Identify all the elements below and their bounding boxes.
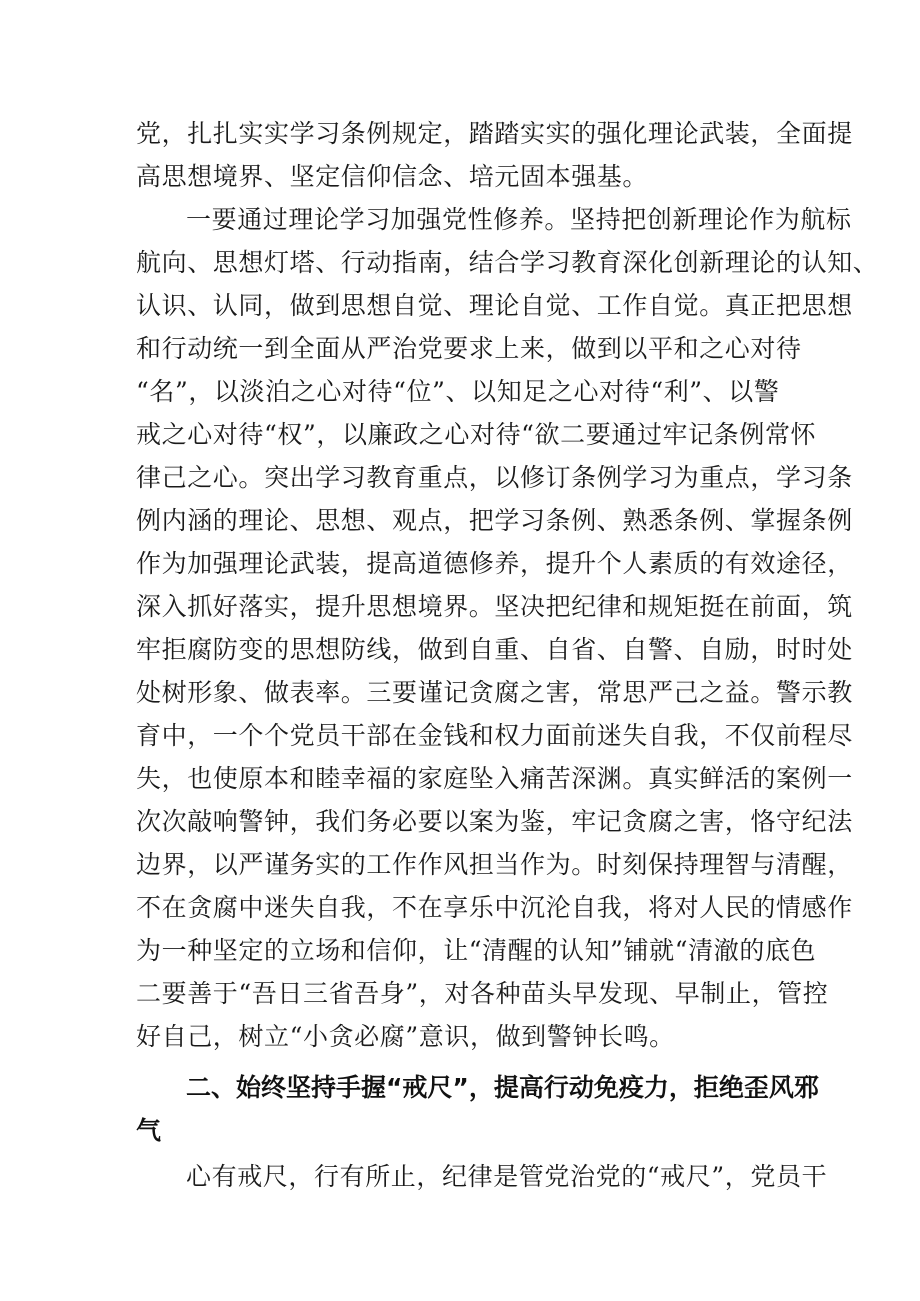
paragraph-line: 和行动统一到全面从严治党要求上来，做到以平和之心对待 [136, 334, 802, 363]
paragraph-line: 戒之心对待“权”，以廉政之心对待“欲二要通过牢记条例常怀 [136, 420, 817, 449]
paragraph-line: 二要善于“吾日三省吾身”，对各种苗头早发现、早制止，管控 [136, 979, 829, 1008]
section-heading: 二、始终坚持手握“戒尺”，提高行动免疫力，拒绝歪风邪 [186, 1073, 819, 1102]
paragraph-line: 处树形象、做表率。三要谨记贪腐之害，常思严己之益。警示教 [136, 678, 853, 707]
paragraph-line: 航向、思想灯塔、行动指南，结合学习教育深化创新理论的认知、 [136, 248, 879, 277]
paragraph-line: 律己之心。突出学习教育重点，以修订条例学习为重点，学习条 [136, 463, 853, 492]
paragraph-line: 例内涵的理论、思想、观点，把学习条例、熟悉条例、掌握条例 [136, 506, 853, 535]
paragraph-line: 次次敲响警钟，我们务必要以案为鉴，牢记贪腐之害，恪守纪法 [136, 807, 853, 836]
paragraph-line: 失，也使原本和睦幸福的家庭坠入痛苦深渊。真实鲜活的案例一 [136, 764, 853, 793]
paragraph-line: 作为加强理论武装，提高道德修养，提升个人素质的有效途径， [136, 549, 853, 578]
paragraph-line: 不在贪腐中迷失自我，不在享乐中沉沦自我，将对人民的情感作 [136, 893, 853, 922]
paragraph-line: 好自己，树立“小贪必腐”意识，做到警钟长鸣。 [136, 1022, 675, 1051]
paragraph-line: 牢拒腐防变的思想防线，做到自重、自省、自警、自励，时时处 [136, 635, 853, 664]
paragraph-line: 党，扎扎实实学习条例规定，踏踏实实的强化理论武装，全面提 [136, 119, 853, 148]
paragraph-line: 育中，一个个党员干部在金钱和权力面前迷失自我，不仅前程尽 [136, 721, 853, 750]
paragraph-line: 认识、认同，做到思想自觉、理论自觉、工作自觉。真正把思想 [136, 291, 853, 320]
paragraph-line: “名”，以淡泊之心对待“位”、以知足之心对待“利”、以警 [136, 377, 780, 406]
section-heading-continued: 气 [136, 1116, 162, 1145]
paragraph-line: 边界，以严谨务实的工作作风担当作为。时刻保持理智与清醒， [136, 850, 853, 879]
paragraph-line: 一要通过理论学习加强党性修养。坚持把创新理论作为航标 [186, 205, 852, 234]
paragraph-line: 高思想境界、坚定信仰信念、培元固本强基。 [136, 162, 649, 191]
paragraph-line: 心有戒尺，行有所止，纪律是管党治党的“戒尺”，党员干 [186, 1162, 828, 1191]
paragraph-line: 深入抓好落实，提升思想境界。坚决把纪律和规矩挺在前面，筑 [136, 592, 853, 621]
paragraph-line: 为一种坚定的立场和信仰，让“清醒的认知”铺就“清澈的底色 [136, 936, 817, 965]
